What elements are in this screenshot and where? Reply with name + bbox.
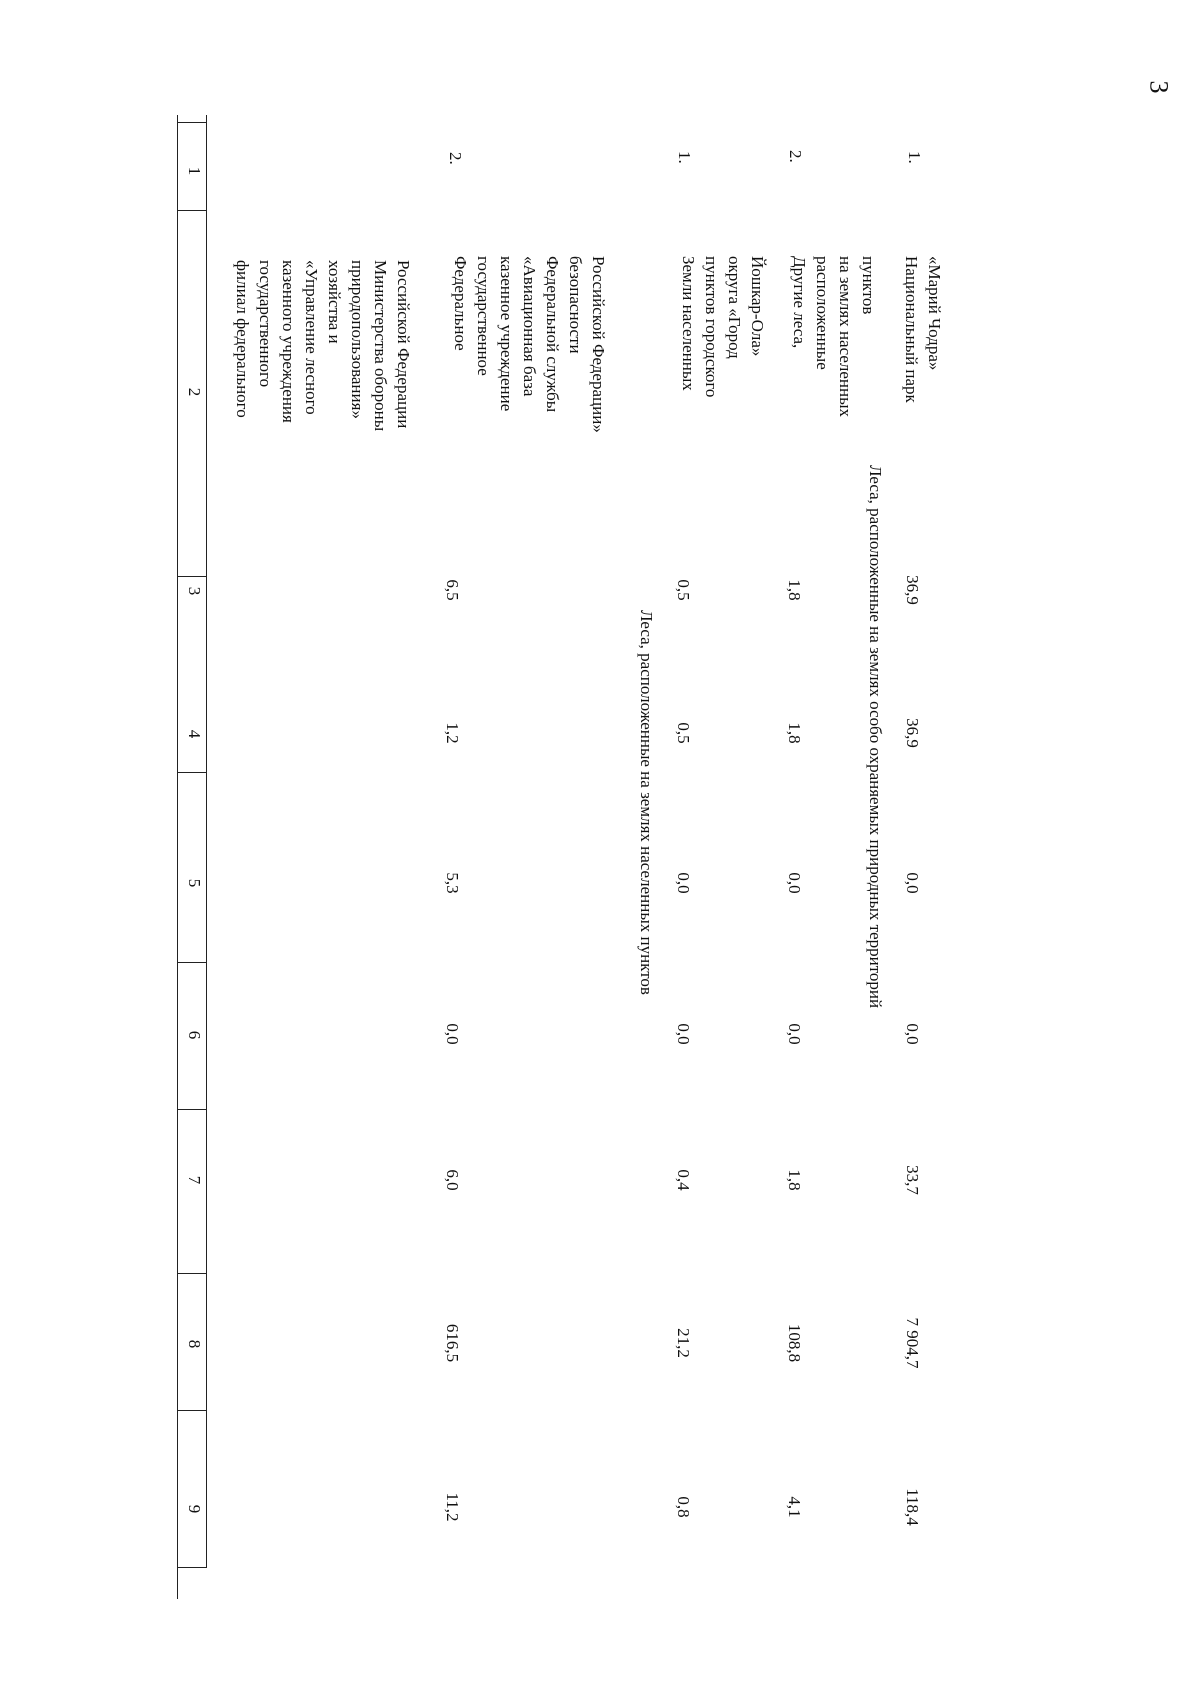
row-name [231, 260, 415, 431]
row-name-line: Йошкар-Ола» [748, 256, 767, 357]
row-name-line: «Марий Чодра» [925, 256, 944, 371]
column-number: 2 [185, 387, 204, 397]
cell-col6: 0,0 [443, 1023, 462, 1045]
row-name-line: «Управление лесного [302, 260, 321, 415]
header-top-line [177, 115, 178, 1599]
column-number: 1 [185, 166, 204, 176]
cell-col5: 5,3 [443, 872, 462, 894]
row-name-line: округа «Город [725, 256, 744, 359]
row-name-line: расположенные [813, 256, 832, 370]
cell-col8: 616,5 [443, 1323, 462, 1363]
header-divider [178, 122, 207, 123]
cell-col8: 21,2 [674, 1328, 693, 1358]
column-number: 9 [185, 1504, 204, 1514]
cell-col9: 11,2 [443, 1492, 462, 1522]
column-number: 8 [185, 1339, 204, 1349]
header-divider [178, 1410, 207, 1411]
header-divider [178, 1273, 207, 1274]
row-number: 1. [675, 151, 694, 164]
row-number: 2. [446, 152, 465, 165]
row-name-line: безопасности [566, 256, 585, 354]
row-name-line: «Авиационная база [520, 256, 539, 397]
row-name-line: государственного [256, 260, 275, 388]
column-number: 6 [185, 1030, 204, 1040]
cell-col4: 0,5 [674, 722, 693, 744]
cell-col3: 6,5 [443, 579, 462, 601]
cell-col6: 0,0 [903, 1023, 922, 1045]
row-name-line: пунктов городского [702, 256, 721, 398]
cell-col3: 1,8 [785, 579, 804, 601]
cell-col4: 1,2 [443, 722, 462, 744]
column-number: 5 [185, 878, 204, 888]
cell-col9: 118,4 [903, 1488, 922, 1526]
cell-col7: 0,4 [674, 1169, 693, 1191]
cell-col7: 33,7 [903, 1165, 922, 1195]
row-name-line: пунктов [859, 256, 878, 315]
cell-col4: 36,9 [903, 718, 922, 748]
header-divider [178, 1109, 207, 1110]
cell-col9: 0,8 [674, 1496, 693, 1518]
row-name-line: Российской Федерации [394, 260, 413, 429]
row-name-line: Другие леса, [790, 256, 809, 349]
cell-col8: 7 904,7 [903, 1317, 922, 1369]
row-name-line: Земли населенных [679, 256, 698, 391]
cell-col9: 4,1 [785, 1496, 804, 1518]
row-name-line: природопользования» [348, 260, 367, 419]
row-name [900, 256, 946, 403]
cell-col5: 0,0 [674, 872, 693, 894]
row-name-line: хозяйства и [325, 260, 344, 344]
row-name-line: Российской Федерации» [589, 256, 608, 433]
row-name-line: Национальный парк [902, 256, 921, 403]
header-divider [178, 962, 207, 963]
cell-col4: 1,8 [785, 722, 804, 744]
cell-col5: 0,0 [785, 872, 804, 894]
row-name-line: филиал федерального [233, 260, 252, 418]
column-number: 4 [185, 729, 204, 739]
cell-col3: 36,9 [903, 575, 922, 605]
header-divider [178, 210, 207, 211]
column-number: 3 [185, 586, 204, 596]
header-divider [178, 772, 207, 773]
cell-col5: 0,0 [903, 872, 922, 894]
row-name [449, 256, 610, 433]
section-heading: Леса, расположенные на землях населенных пунктов [637, 610, 656, 995]
column-number: 7 [185, 1175, 204, 1185]
cell-col3: 0,5 [674, 579, 693, 601]
header-bottom-line [206, 115, 207, 1567]
row-name-line: на землях населенных [836, 256, 855, 418]
cell-col6: 0,0 [785, 1023, 804, 1045]
cell-col6: 0,0 [674, 1023, 693, 1045]
row-number: 2. [786, 150, 805, 163]
row-number: 1. [905, 151, 924, 164]
row-name [677, 256, 769, 397]
row-name-line: Министерства обороны [371, 260, 390, 432]
row-name-line: Федеральное [451, 256, 470, 351]
cell-col7: 1,8 [785, 1169, 804, 1191]
section-heading: Леса, расположенные на землях особо охраняемых природных территорий [866, 465, 885, 1009]
row-name-line: казенного учреждения [279, 260, 298, 423]
row-name-line: казенное учреждение [497, 256, 516, 412]
cell-col8: 108,8 [785, 1323, 804, 1363]
cell-col7: 6,0 [443, 1169, 462, 1191]
page-number: 3 [1144, 80, 1174, 94]
row-name-line: Федеральной службы [543, 256, 562, 413]
row-name-line: государственное [474, 256, 493, 376]
header-divider [178, 1567, 207, 1568]
row-name [788, 256, 880, 417]
